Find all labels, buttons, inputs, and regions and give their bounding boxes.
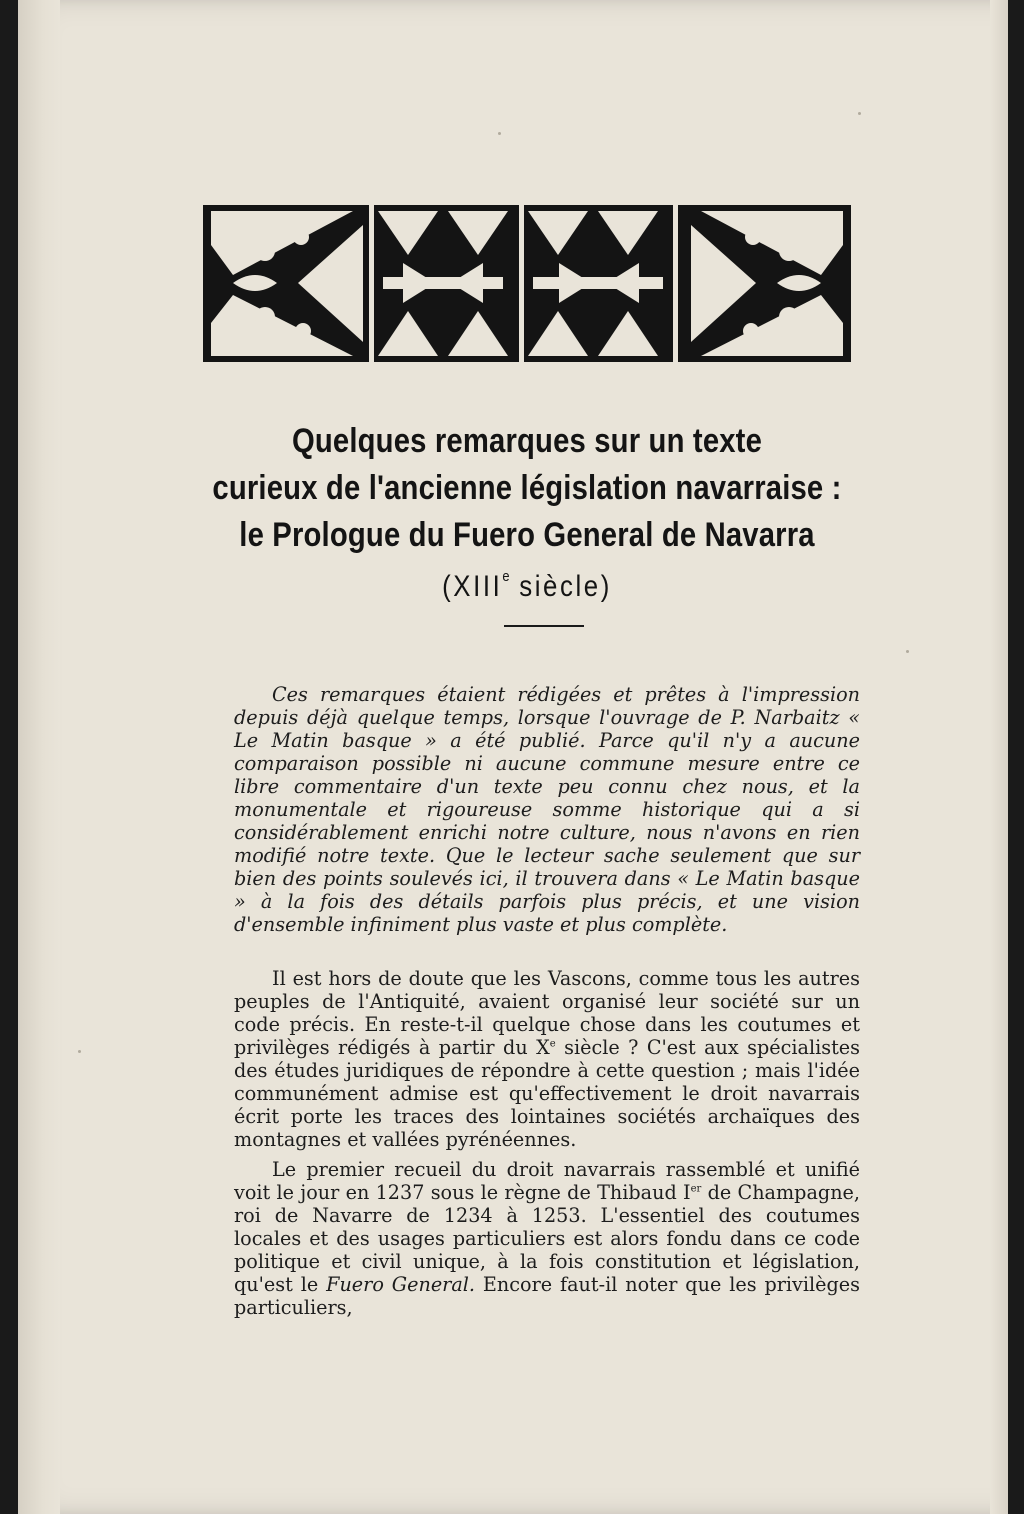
- p2-superscript: er: [690, 1183, 702, 1195]
- p1-text-b: siècle ? C'est aux spécialistes des études juridiques de répondre à cette question ; mais l'idée communément admise est qu'effectivement le droit navarrais écrit porte les traces des lointaines sociétés archaïques des montagnes et vallées pyrénéennes.: [234, 1036, 861, 1151]
- p2-text-b: de Champagne, roi de Navarre de 1234 à 1253. L'essentiel des coutumes locales et des usages particuliers est alors fondu dans ce code politique et civil unique, à la fois constitution et législation, qu'est le: [234, 1181, 860, 1296]
- century-close: siècle): [509, 570, 612, 603]
- p2-italic-term: Fuero General.: [326, 1273, 476, 1296]
- title-line-3: le Prologue du Fuero General de Navarra: [239, 516, 815, 554]
- title-rule: [504, 625, 584, 627]
- paper-speck: [906, 650, 909, 653]
- p1-superscript: e: [549, 1038, 556, 1050]
- title-century: [210, 561, 845, 607]
- p2-text-c: Encore faut-il noter que les privilèges particuliers,: [234, 1273, 860, 1319]
- paper-speck: [78, 1050, 81, 1053]
- page-edge: [990, 0, 1008, 1514]
- title-line-2: curieux de l'ancienne législation navarraise :: [212, 469, 842, 507]
- p1-text-a: Il est hors de doute que les Vascons, comme tous les autres peuples de l'Antiquité, avaient organisé leur société sur un code précis. En reste-t-il quelque chose dans les coutumes et privilèges rédigés à partir du X: [234, 967, 860, 1059]
- p2-text-a: Le premier recueil du droit navarrais rassemblé et unifié voit le jour en 1237 sous le règne de Thibaud I: [234, 1158, 860, 1204]
- paper-speck: [858, 112, 861, 115]
- paper-speck: [498, 132, 501, 135]
- page-gutter: [18, 0, 60, 1514]
- century-open: (XIII: [442, 570, 503, 603]
- ornamental-band: [203, 205, 851, 362]
- title-line-1: Quelques remarques sur un texte: [291, 422, 763, 460]
- century-superscript: e: [502, 568, 510, 585]
- body-paragraph-2: [234, 1158, 860, 1319]
- intro-paragraph: Ces remarques étaient rédigées et prêtes à l'impression depuis déjà quelque temps, lorsque l'ouvrage de P. Narbaitz « Le Matin basque » a été publié. Parce qu'il n'y a aucune comparaison possible ni aucune commune mesure entre ce libre commentaire d'un texte peu connu chez nous, et la monumentale et rigoureuse somme historique qui a si considérablement enrichi notre culture, nous n'avons en rien modifié notre texte. Que le lecteur sache seulement que sur bien des points soulevés ici, il trouvera dans « Le Matin basque » à la fois des détails parfois plus précis, et une vision d'ensemble infiniment plus vaste et plus complète.: [234, 683, 860, 936]
- body-paragraph-1: [234, 967, 860, 1151]
- book-page: [18, 0, 1008, 1514]
- article-title: [210, 418, 845, 607]
